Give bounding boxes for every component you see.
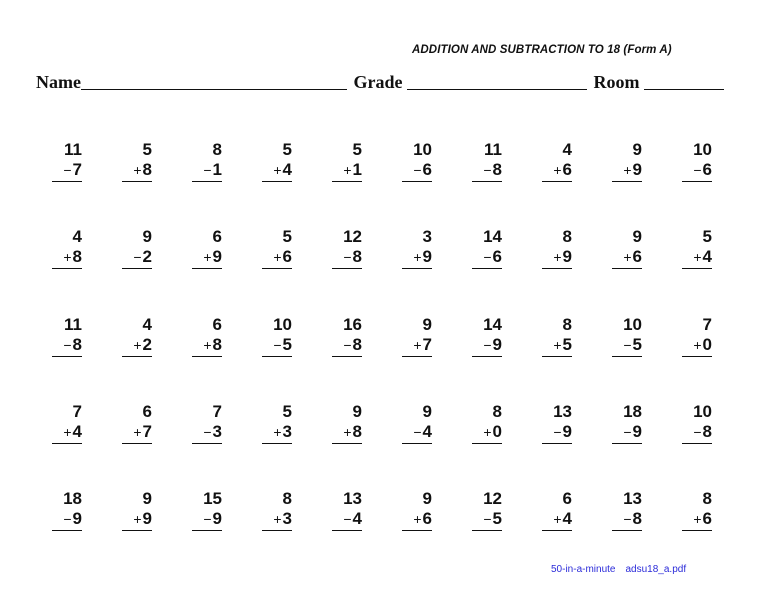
problem	[542, 227, 572, 269]
problem-top-number: 10	[413, 140, 432, 159]
problem	[682, 140, 712, 182]
problem-top-number: 10	[623, 315, 642, 334]
problem-bottom-line	[192, 422, 222, 444]
problem	[402, 315, 432, 357]
problem	[612, 402, 642, 444]
footer-filename: adsu18_a.pdf	[625, 564, 687, 575]
problem-bottom-line	[542, 247, 572, 269]
problem	[682, 315, 712, 357]
operator-sign: +	[553, 249, 562, 265]
problem	[52, 489, 82, 531]
problem-top-number: 13	[553, 402, 572, 421]
problem-top-number: 12	[483, 489, 502, 508]
operator-sign: +	[693, 249, 702, 265]
problem-bottom-number: 8	[72, 247, 82, 266]
problem-bottom-line	[262, 160, 292, 182]
operator-sign: −	[693, 424, 702, 440]
operator-sign: +	[553, 337, 562, 353]
problem	[122, 227, 152, 269]
operator-sign: +	[273, 162, 282, 178]
operator-sign: −	[133, 249, 142, 265]
operator-sign: −	[553, 424, 562, 440]
problem-bottom-line	[402, 160, 432, 182]
problem-bottom-line	[262, 509, 292, 531]
operator-sign: +	[553, 162, 562, 178]
problem-top-number: 13	[623, 489, 642, 508]
operator-sign: +	[623, 249, 632, 265]
problem-bottom-number: 7	[142, 422, 152, 441]
problem-top-number: 7	[72, 402, 82, 421]
problem	[262, 140, 292, 182]
problem-top-number: 9	[422, 402, 432, 421]
problem-bottom-line	[402, 335, 432, 357]
problem-bottom-number: 4	[72, 422, 82, 441]
problem-bottom-number: 5	[492, 509, 502, 528]
problem	[402, 489, 432, 531]
footer-series: 50-in-a-minute	[551, 564, 616, 575]
problem-bottom-line	[542, 422, 572, 444]
problem-top-number: 8	[212, 140, 222, 159]
problem	[262, 402, 292, 444]
problem-top-number: 8	[282, 489, 292, 508]
problem	[542, 315, 572, 357]
problem-bottom-line	[52, 335, 82, 357]
problem	[612, 227, 642, 269]
problem	[612, 489, 642, 531]
problem-top-number: 18	[63, 489, 82, 508]
problem-bottom-number: 6	[282, 247, 292, 266]
problem	[262, 227, 292, 269]
problem-top-number: 12	[343, 227, 362, 246]
problem-bottom-number: 6	[422, 509, 432, 528]
problem-top-number: 9	[142, 489, 152, 508]
problem-top-number: 14	[483, 227, 502, 246]
operator-sign: −	[343, 511, 352, 527]
operator-sign: −	[623, 424, 632, 440]
problem	[332, 140, 362, 182]
problem-top-number: 6	[142, 402, 152, 421]
problem-top-number: 10	[273, 315, 292, 334]
room-label: Room	[593, 72, 640, 92]
problem-bottom-number: 4	[282, 160, 292, 179]
problem-bottom-number: 0	[492, 422, 502, 441]
problem	[192, 402, 222, 444]
problem	[122, 315, 152, 357]
footer	[551, 564, 686, 575]
problem-bottom-number: 8	[702, 422, 712, 441]
problem-top-number: 10	[693, 402, 712, 421]
problem-bottom-number: 8	[632, 509, 642, 528]
problem-bottom-number: 9	[562, 422, 572, 441]
problem-top-number: 9	[422, 489, 432, 508]
problem-bottom-number: 8	[352, 335, 362, 354]
problem-bottom-line	[332, 422, 362, 444]
problem	[612, 315, 642, 357]
problem-bottom-line	[52, 160, 82, 182]
problem	[682, 402, 712, 444]
problem-top-number: 5	[282, 402, 292, 421]
problem-top-number: 13	[343, 489, 362, 508]
problem-bottom-line	[682, 509, 712, 531]
operator-sign: +	[203, 337, 212, 353]
problem	[472, 227, 502, 269]
problem	[472, 315, 502, 357]
operator-sign: +	[553, 511, 562, 527]
problem-bottom-number: 0	[702, 335, 712, 354]
problem-bottom-number: 9	[632, 422, 642, 441]
problem	[52, 140, 82, 182]
problem-top-number: 9	[142, 227, 152, 246]
problem-top-number: 18	[623, 402, 642, 421]
problem-top-number: 6	[212, 315, 222, 334]
problem-bottom-line	[682, 335, 712, 357]
problem-top-number: 8	[492, 402, 502, 421]
operator-sign: +	[203, 249, 212, 265]
problem	[542, 140, 572, 182]
operator-sign: +	[693, 337, 702, 353]
problem-bottom-line	[332, 160, 362, 182]
operator-sign: −	[343, 337, 352, 353]
worksheet-title: ADDITION AND SUBTRACTION TO 18 (Form A)	[412, 44, 672, 56]
problem	[192, 315, 222, 357]
problem-top-number: 9	[352, 402, 362, 421]
operator-sign: +	[273, 249, 282, 265]
problem-top-number: 6	[212, 227, 222, 246]
operator-sign: +	[133, 337, 142, 353]
operator-sign: +	[63, 249, 72, 265]
problem	[682, 489, 712, 531]
operator-sign: −	[483, 249, 492, 265]
problem-bottom-line	[332, 509, 362, 531]
problem-top-number: 4	[142, 315, 152, 334]
problem-top-number: 9	[632, 227, 642, 246]
problem	[472, 402, 502, 444]
problem	[332, 489, 362, 531]
operator-sign: −	[203, 424, 212, 440]
operator-sign: −	[623, 511, 632, 527]
problem	[332, 315, 362, 357]
problem-bottom-number: 9	[72, 509, 82, 528]
problem-bottom-line	[542, 160, 572, 182]
operator-sign: −	[413, 424, 422, 440]
operator-sign: +	[693, 511, 702, 527]
problem-top-number: 7	[212, 402, 222, 421]
problem	[52, 315, 82, 357]
problem-bottom-line	[192, 509, 222, 531]
operator-sign: −	[63, 337, 72, 353]
problem-bottom-line	[542, 335, 572, 357]
operator-sign: +	[133, 511, 142, 527]
problem-bottom-line	[122, 160, 152, 182]
problem-bottom-number: 9	[632, 160, 642, 179]
operator-sign: −	[203, 162, 212, 178]
problem-top-number: 11	[64, 140, 82, 159]
problem-top-number: 10	[693, 140, 712, 159]
problem-bottom-number: 6	[422, 160, 432, 179]
operator-sign: +	[133, 424, 142, 440]
problem-bottom-line	[262, 422, 292, 444]
operator-sign: −	[413, 162, 422, 178]
problem-top-number: 7	[702, 315, 712, 334]
problem-bottom-number: 8	[352, 422, 362, 441]
problem-bottom-line	[122, 422, 152, 444]
problem-top-number: 9	[422, 315, 432, 334]
problem-top-number: 11	[64, 315, 82, 334]
problem-top-number: 8	[562, 227, 572, 246]
problem-bottom-number: 8	[212, 335, 222, 354]
operator-sign: −	[483, 511, 492, 527]
grade-label: Grade	[353, 72, 403, 92]
problem-bottom-number: 5	[282, 335, 292, 354]
problem-bottom-number: 5	[562, 335, 572, 354]
problem-bottom-number: 7	[422, 335, 432, 354]
operator-sign: +	[343, 162, 352, 178]
problem-bottom-line	[542, 509, 572, 531]
problem-bottom-line	[332, 247, 362, 269]
problem-bottom-line	[682, 422, 712, 444]
problem	[52, 402, 82, 444]
operator-sign: −	[203, 511, 212, 527]
problem	[612, 140, 642, 182]
operator-sign: −	[63, 162, 72, 178]
problem-bottom-number: 6	[562, 160, 572, 179]
problem-bottom-number: 4	[422, 422, 432, 441]
operator-sign: +	[483, 424, 492, 440]
problem	[332, 402, 362, 444]
problem-bottom-number: 9	[212, 509, 222, 528]
problem-bottom-line	[472, 509, 502, 531]
problem-bottom-line	[122, 509, 152, 531]
problem-bottom-number: 8	[492, 160, 502, 179]
problem	[192, 140, 222, 182]
problem-bottom-line	[612, 509, 642, 531]
problem-bottom-number: 4	[702, 247, 712, 266]
problem-bottom-line	[122, 335, 152, 357]
problem-bottom-line	[332, 335, 362, 357]
operator-sign: +	[413, 511, 422, 527]
problem	[52, 227, 82, 269]
operator-sign: +	[413, 337, 422, 353]
problem-bottom-number: 3	[282, 509, 292, 528]
problem-top-number: 5	[282, 227, 292, 246]
operator-sign: +	[623, 162, 632, 178]
problem	[542, 402, 572, 444]
problem-bottom-number: 3	[212, 422, 222, 441]
problem-bottom-line	[262, 247, 292, 269]
problem	[262, 315, 292, 357]
problem-bottom-line	[192, 160, 222, 182]
problem-bottom-number: 7	[72, 160, 82, 179]
problem-bottom-number: 9	[562, 247, 572, 266]
problem	[122, 140, 152, 182]
problem-bottom-number: 4	[562, 509, 572, 528]
problem-bottom-number: 9	[212, 247, 222, 266]
problem-bottom-number: 6	[632, 247, 642, 266]
problem-bottom-line	[612, 422, 642, 444]
problem-bottom-number: 9	[142, 509, 152, 528]
problem-bottom-line	[472, 247, 502, 269]
problem-bottom-number: 6	[702, 160, 712, 179]
problem-bottom-number: 8	[72, 335, 82, 354]
problem	[122, 489, 152, 531]
problem-bottom-number: 9	[492, 335, 502, 354]
problem	[192, 227, 222, 269]
operator-sign: −	[63, 511, 72, 527]
operator-sign: −	[343, 249, 352, 265]
problem-bottom-number: 5	[632, 335, 642, 354]
problem-bottom-line	[192, 247, 222, 269]
problem-top-number: 4	[72, 227, 82, 246]
problem-bottom-number: 1	[352, 160, 362, 179]
problem-bottom-number: 9	[422, 247, 432, 266]
problem-bottom-line	[472, 335, 502, 357]
problem-bottom-line	[192, 335, 222, 357]
operator-sign: +	[63, 424, 72, 440]
problem-top-number: 5	[282, 140, 292, 159]
problem-bottom-line	[682, 160, 712, 182]
problem-bottom-number: 1	[212, 160, 222, 179]
operator-sign: +	[273, 424, 282, 440]
operator-sign: −	[483, 162, 492, 178]
problem-bottom-number: 2	[142, 335, 152, 354]
problem-top-number: 16	[343, 315, 362, 334]
problem-bottom-line	[262, 335, 292, 357]
problem	[332, 227, 362, 269]
problem-bottom-line	[472, 422, 502, 444]
operator-sign: +	[273, 511, 282, 527]
problem-bottom-line	[472, 160, 502, 182]
problem-top-number: 15	[203, 489, 222, 508]
problem-bottom-number: 3	[282, 422, 292, 441]
problem-bottom-line	[682, 247, 712, 269]
operator-sign: +	[133, 162, 142, 178]
problem-bottom-number: 6	[702, 509, 712, 528]
problem-top-number: 9	[632, 140, 642, 159]
problem-top-number: 11	[484, 140, 502, 159]
problem-bottom-line	[612, 247, 642, 269]
problem-bottom-line	[52, 247, 82, 269]
problem-top-number: 5	[142, 140, 152, 159]
problem	[402, 140, 432, 182]
operator-sign: −	[483, 337, 492, 353]
problem	[472, 140, 502, 182]
problem-bottom-number: 8	[142, 160, 152, 179]
problem-bottom-line	[402, 509, 432, 531]
problem-top-number: 8	[562, 315, 572, 334]
problem-bottom-line	[402, 247, 432, 269]
problem-top-number: 3	[422, 227, 432, 246]
problem	[402, 227, 432, 269]
problem	[192, 489, 222, 531]
problem	[262, 489, 292, 531]
operator-sign: +	[343, 424, 352, 440]
problem	[122, 402, 152, 444]
problem-top-number: 6	[562, 489, 572, 508]
problem-bottom-number: 4	[352, 509, 362, 528]
problem	[402, 402, 432, 444]
problem-bottom-number: 8	[352, 247, 362, 266]
problem-bottom-line	[52, 422, 82, 444]
problem-bottom-number: 2	[142, 247, 152, 266]
problem-top-number: 5	[352, 140, 362, 159]
problem	[542, 489, 572, 531]
problem-bottom-line	[52, 509, 82, 531]
problem-bottom-number: 6	[492, 247, 502, 266]
problem-bottom-line	[612, 160, 642, 182]
problem	[682, 227, 712, 269]
problem-top-number: 5	[702, 227, 712, 246]
problem-bottom-line	[612, 335, 642, 357]
problem-top-number: 14	[483, 315, 502, 334]
problem-top-number: 8	[702, 489, 712, 508]
problem-top-number: 4	[562, 140, 572, 159]
operator-sign: −	[273, 337, 282, 353]
problem-bottom-line	[122, 247, 152, 269]
name-label: Name	[36, 72, 81, 92]
problem-bottom-line	[402, 422, 432, 444]
operator-sign: −	[693, 162, 702, 178]
problem	[472, 489, 502, 531]
operator-sign: −	[623, 337, 632, 353]
operator-sign: +	[413, 249, 422, 265]
